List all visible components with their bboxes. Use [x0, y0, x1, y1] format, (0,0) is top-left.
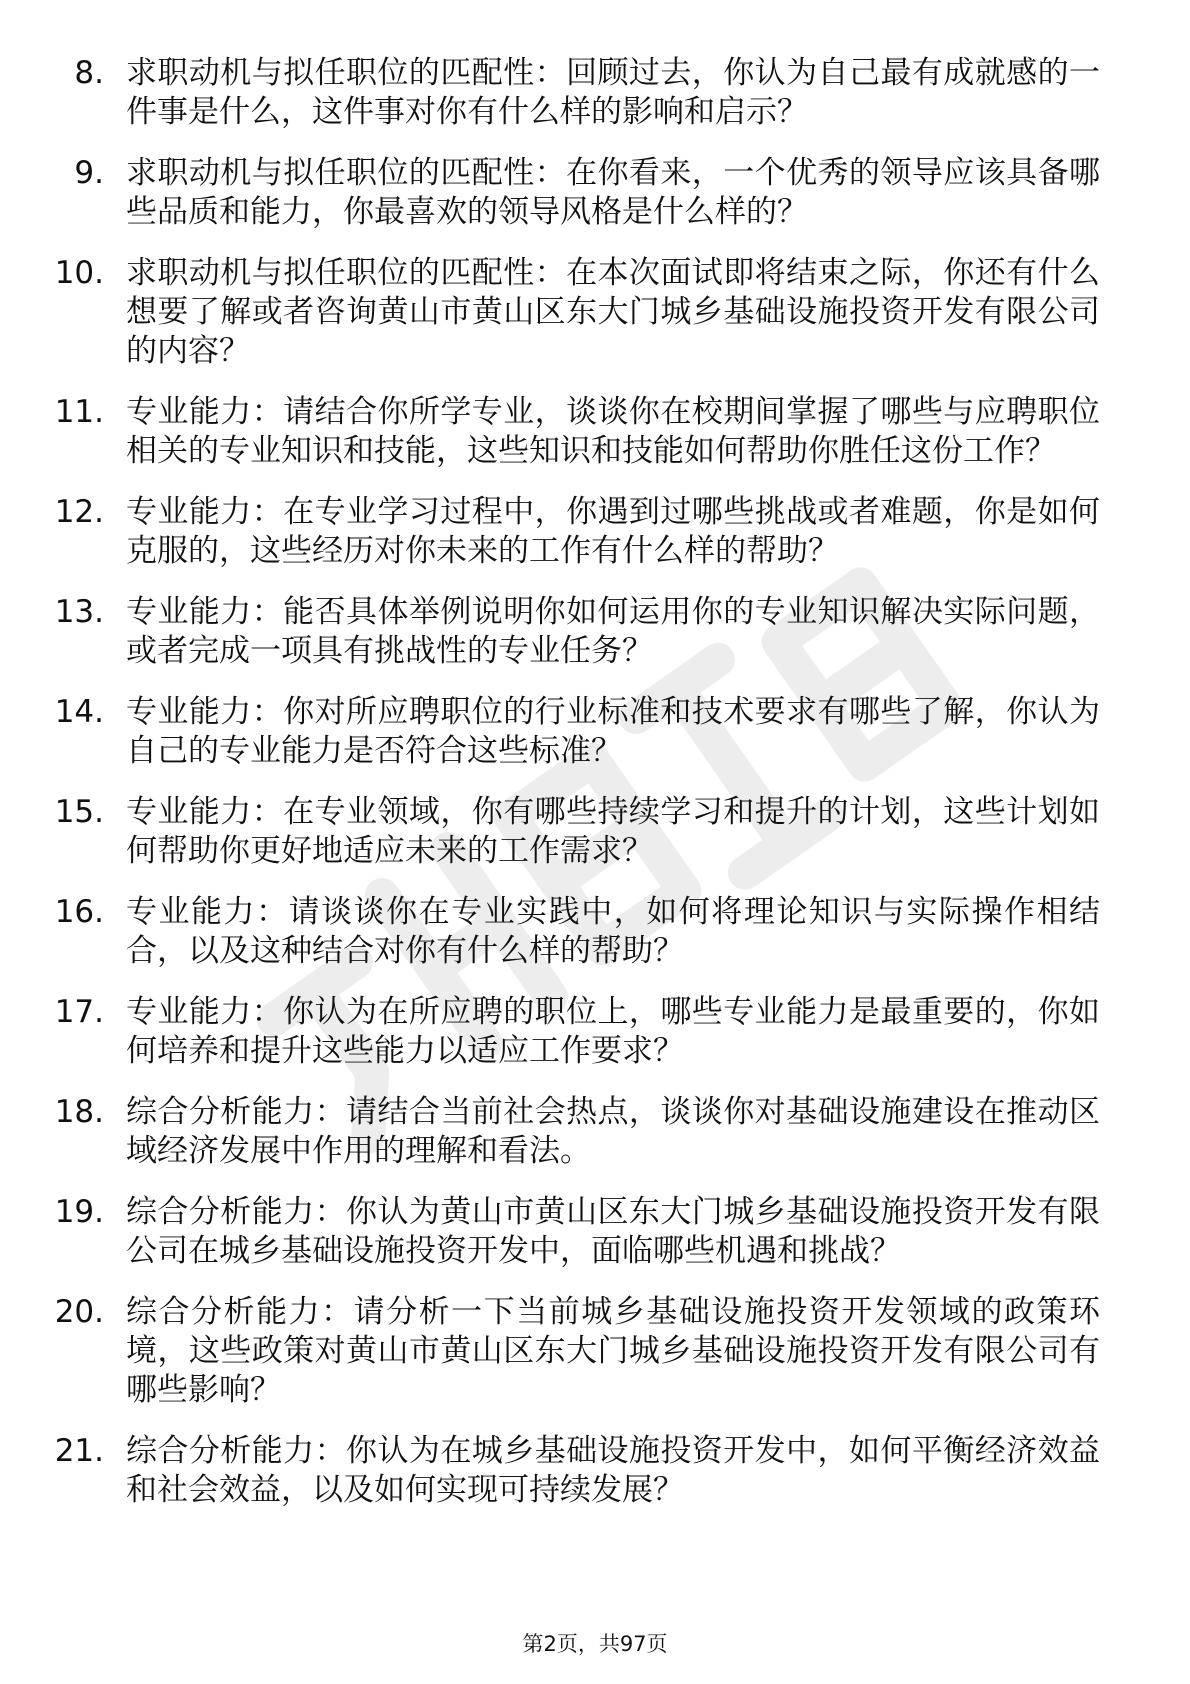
- question-number: 13.: [54, 594, 104, 630]
- question-item: [0, 693, 1190, 771]
- question-number: 19.: [54, 1194, 104, 1230]
- question-item: [0, 393, 1190, 471]
- question-number: 17.: [54, 994, 104, 1030]
- question-text: 专业能力：请结合你所学专业，谈谈你在校期间掌握了哪些与应聘职位相关的专业知识和技能，这些知识和技能如何帮助你胜任这份工作？: [126, 394, 1100, 469]
- question-text: 专业能力：能否具体举例说明你如何运用你的专业知识解决实际问题，或者完成一项具有挑战性的专业任务？: [126, 594, 1100, 669]
- question-item: [0, 493, 1190, 571]
- question-text: 专业能力：在专业领域，你有哪些持续学习和提升的计划，这些计划如何帮助你更好地适应未来的工作需求？: [126, 794, 1100, 869]
- question-item: [0, 593, 1190, 671]
- question-text: 专业能力：你认为在所应聘的职位上，哪些专业能力是最重要的，你如何培养和提升这些能力以适应工作要求？: [126, 994, 1100, 1069]
- question-text: 专业能力：你对所应聘职位的行业标准和技术要求有哪些了解，你认为自己的专业能力是否符合这些标准？: [126, 694, 1100, 769]
- question-text: 求职动机与拟任职位的匹配性：在本次面试即将结束之际，你还有什么想要了解或者咨询黄山市黄山区东大门城乡基础设施投资开发有限公司的内容？: [126, 255, 1100, 369]
- question-item: [0, 893, 1190, 971]
- question-text: 综合分析能力：请分析一下当前城乡基础设施投资开发领域的政策环境，这些政策对黄山市黄山区东大门城乡基础设施投资开发有限公司有哪些影响？: [126, 1294, 1100, 1408]
- question-item: [0, 793, 1190, 871]
- question-text: 综合分析能力：请结合当前社会热点，谈谈你对基础设施建设在推动区域经济发展中作用的理解和看法。: [126, 1094, 1100, 1169]
- question-number: 11.: [54, 394, 104, 430]
- question-number: 21.: [54, 1433, 104, 1469]
- question-number: 15.: [54, 794, 104, 830]
- question-item: [0, 254, 1190, 371]
- question-text: 综合分析能力：你认为在城乡基础设施投资开发中，如何平衡经济效益和社会效益，以及如何实现可持续发展？: [126, 1433, 1100, 1508]
- question-number: 18.: [54, 1094, 104, 1130]
- question-text: 求职动机与拟任职位的匹配性：在你看来，一个优秀的领导应该具备哪些品质和能力，你最喜欢的领导风格是什么样的？: [126, 155, 1100, 230]
- question-item: [0, 1293, 1190, 1410]
- question-item: [0, 54, 1190, 132]
- question-text: 专业能力：在专业学习过程中，你遇到过哪些挑战或者难题，你是如何克服的，这些经历对你未来的工作有什么样的帮助？: [126, 494, 1100, 569]
- question-item: [0, 993, 1190, 1071]
- question-number: 20.: [54, 1294, 104, 1330]
- question-text: 综合分析能力：你认为黄山市黄山区东大门城乡基础设施投资开发有限公司在城乡基础设施投资开发中，面临哪些机遇和挑战？: [126, 1194, 1100, 1269]
- question-text: 专业能力：请谈谈你在专业实践中，如何将理论知识与实际操作相结合，以及这种结合对你有什么样的帮助？: [126, 894, 1100, 969]
- question-item: [0, 154, 1190, 232]
- question-number: 8.: [74, 55, 104, 91]
- question-number: 16.: [54, 894, 104, 930]
- question-number: 14.: [54, 694, 104, 730]
- question-item: [0, 1193, 1190, 1271]
- question-number: 9.: [74, 155, 104, 191]
- question-number: 12.: [54, 494, 104, 530]
- question-list: [0, 54, 1190, 1532]
- question-number: 10.: [54, 255, 104, 291]
- question-item: [0, 1432, 1190, 1510]
- question-text: 求职动机与拟任职位的匹配性：回顾过去，你认为自己最有成就感的一件事是什么，这件事对你有什么样的影响和启示？: [126, 55, 1100, 130]
- page-footer: 第2页，共97页: [522, 1632, 668, 1656]
- question-item: [0, 1093, 1190, 1171]
